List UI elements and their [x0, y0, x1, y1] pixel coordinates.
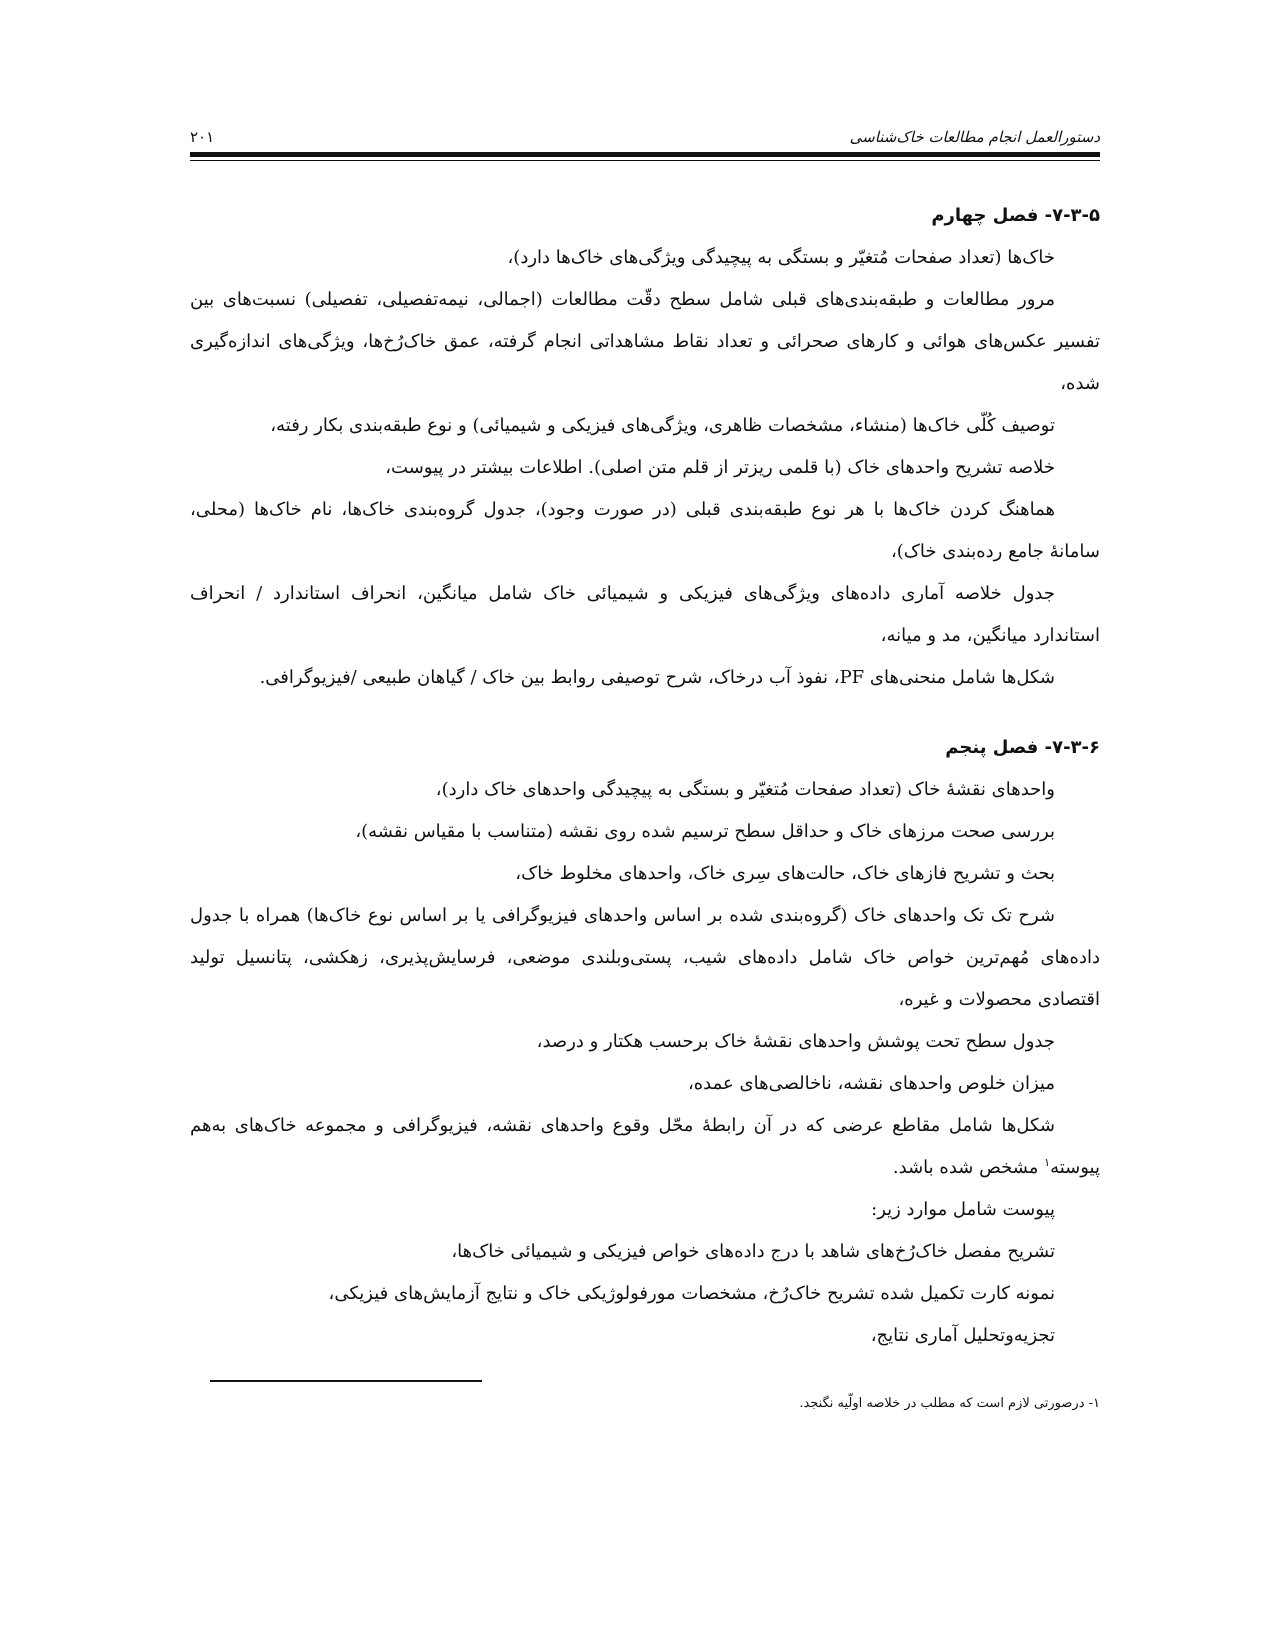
paragraph: پیوست شامل موارد زیر:	[871, 1199, 1055, 1220]
paragraph: شکل‌ها شامل منحنی‌های PF، نفوذ آب درخاک، شرح توصیفی روابط بین خاک / گیاهان طبیعی /فیزیوگرافی.	[259, 667, 1055, 688]
running-title: دستورالعمل انجام مطالعات خاک‌شناسی	[849, 128, 1100, 146]
page-number: ۲۰۱	[190, 128, 215, 146]
running-header	[190, 120, 1100, 146]
paragraph: تجزیه‌وتحلیل آماری نتایج،	[870, 1325, 1055, 1346]
paragraph: جدول سطح تحت پوشش واحدهای نقشهٔ خاک برحسب هکتار و درصد،	[536, 1031, 1055, 1052]
paragraph-text-tail: مشخص شده باشد.	[892, 1157, 1045, 1178]
paragraph: جدول خلاصه آماری داده‌های ویژگی‌های فیزیکی و شیمیائی خاک شامل میانگین، انحراف استاندارد / انحراف استاندارد میانگین، مد و میانه،	[190, 583, 1100, 646]
paragraph: خلاصه تشریح واحدهای خاک (با قلمی ریزتر از قلم متن اصلی). اطلاعات بیشتر در پیوست،	[385, 457, 1055, 478]
section-heading-chapter-5: ۷-۳-۶- فصل پنجم	[945, 737, 1100, 758]
paragraph: میزان خلوص واحدهای نقشه، ناخالصی‌های عمده،	[687, 1073, 1055, 1094]
page	[190, 120, 1100, 1357]
footnote-marker[interactable]: ۱	[1044, 1156, 1051, 1169]
paragraph: بحث و تشریح فازهای خاک، حالت‌های سِری خاک، واحدهای مخلوط خاک،	[515, 863, 1055, 884]
section-heading-chapter-4: ۷-۳-۵- فصل چهارم	[931, 205, 1100, 226]
paragraph: نمونه کارت تکمیل شده تشریح خاک‌رُخ، مشخصات مورفولوژیکی خاک و نتایج آزمایش‌های فیزیکی،	[328, 1283, 1055, 1304]
paragraph: بررسی صحت مرزهای خاک و حداقل سطح ترسیم شده روی نقشه (متناسب با مقیاس نقشه)،	[355, 821, 1055, 842]
paragraph-text: شکل‌ها شامل مقاطع عرضی که در آن رابطهٔ محّل وقوع واحدهای نقشه، فیزیوگرافی و مجموعه خاک‌های به‌هم پیوسته	[190, 1115, 1100, 1178]
paragraph: توصیف کُلّی خاک‌ها (منشاء، مشخصات ظاهری، ویژگی‌های فیزیکی و شیمیائی) و نوع طبقه‌بندی بکار رفته،	[270, 415, 1055, 436]
paragraph: تشریح مفصل خاک‌رُخ‌های شاهد با درج داده‌های خواص فیزیکی و شیمیائی خاک‌ها،	[451, 1241, 1055, 1262]
paragraph: خاک‌ها (تعداد صفحات مُتغیّر و بستگی به پیچیدگی ویژگی‌های خاک‌ها دارد)،	[507, 247, 1055, 268]
footnote: ۱- درصورتی لازم است که مطلب در خلاصه اولّیه نگنجد.	[799, 1396, 1100, 1411]
paragraph: شرح تک تک واحدهای خاک (گروه‌بندی شده بر اساس واحدهای فیزیوگرافی یا بر اساس نوع خاک‌ها) همراه با جدول داده‌های مُهم‌ترین خواص خاک شامل داده‌های شیب، پستی‌وبلندی موضعی، فرسایش‌پذیری، زهکشی، پتانسیل تولید اقتصادی محصولات و غیره،	[190, 905, 1100, 1010]
body-text	[190, 195, 1100, 1357]
header-rule-thick	[190, 152, 1100, 157]
paragraph: مرور مطالعات و طبقه‌بندی‌های قبلی شامل سطح دقّت مطالعات (اجمالی، نیمه‌تفصیلی، تفصیلی) نسبت‌های بین تفسیر عکس‌های هوائی و کارهای صحرائی و تعداد نقاط مشاهداتی انجام گرفته، عمق خاک‌رُخ‌ها، ویژگی‌های اندازه‌گیری شده،	[190, 289, 1100, 394]
paragraph: واحدهای نقشهٔ خاک (تعداد صفحات مُتغیّر و بستگی به پیچیدگی واحدهای خاک دارد)،	[435, 779, 1055, 800]
paragraph: هماهنگ کردن خاک‌ها با هر نوع طبقه‌بندی قبلی (در صورت وجود)، جدول گروه‌بندی خاک‌ها، نام خاک‌ها (محلی، سامانهٔ جامع رده‌بندی خاک)،	[190, 499, 1100, 562]
footnote-rule	[210, 1380, 482, 1382]
paragraph-with-footnote	[190, 1105, 1100, 1189]
header-rule-thin	[190, 160, 1100, 161]
